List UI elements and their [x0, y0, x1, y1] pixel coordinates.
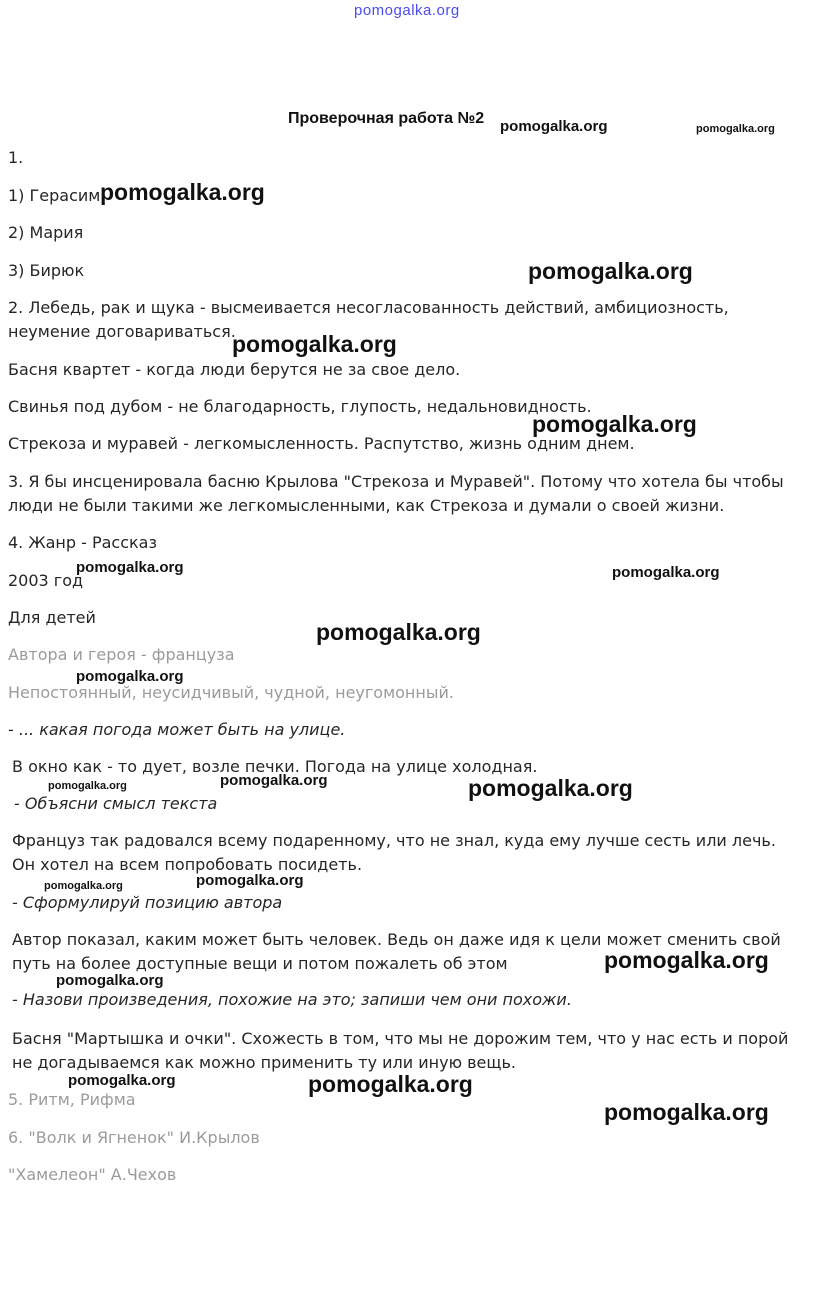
watermark: pomogalka.org	[528, 258, 693, 284]
answer-weather: В окно как - то дует, возле печки. Погода на улице холодная.	[12, 757, 538, 776]
answer-2-svinya: Свинья под дубом - не благодарность, глупость, недальновидность.	[8, 397, 592, 416]
answer-3-line-2: люди не были такими же легкомысленными, как Стрекоза и думали о своей жизни.	[8, 496, 725, 515]
answer-5: 5. Ритм, Рифма	[8, 1090, 136, 1109]
page-title: Проверочная работа №2	[288, 110, 485, 127]
top-watermark: pomogalka.org	[354, 2, 460, 19]
watermark: pomogalka.org	[56, 972, 164, 989]
watermark: pomogalka.org	[612, 564, 720, 581]
question-1-number: 1.	[8, 148, 24, 167]
answer-4-traits: Непостоянный, неусидчивый, чудной, неугомонный.	[8, 683, 454, 702]
answer-author-line-1: Автор показал, каким может быть человек. Ведь он даже идя к цели может сменить свой	[12, 930, 781, 949]
watermark: pomogalka.org	[48, 780, 127, 792]
answer-3-line-1: 3. Я бы инсценировала басню Крылова "Стрекоза и Муравей". Потому что хотела бы чтобы	[8, 472, 784, 491]
answer-similar-line-2: не догадываемся как можно применить ту или иную вещь.	[12, 1053, 516, 1072]
answer-similar-line-1: Басня "Мартышка и очки". Схожесть в том, что мы не дорожим тем, что у нас есть и порой	[12, 1029, 789, 1048]
answer-2-kvartet: Басня квартет - когда люди берутся не за свое дело.	[8, 360, 461, 379]
answer-4-audience: Для детей	[8, 608, 96, 627]
prompt-meaning: - Объясни смысл текста	[14, 794, 218, 813]
watermark: pomogalka.org	[500, 118, 608, 135]
watermark: pomogalka.org	[696, 123, 775, 135]
answer-2-line-1: 2. Лебедь, рак и щука - высмеивается несогласованность действий, амбициозность,	[8, 298, 729, 317]
answer-1-3: 3) Бирюк	[8, 261, 85, 280]
answer-meaning-line-1: Француз так радовался всему подаренному, что не знал, куда ему лучше сесть или лечь.	[12, 831, 776, 850]
prompt-similar-works: - Назови произведения, похожие на это; запиши чем они похожи.	[12, 990, 572, 1009]
watermark: pomogalka.org	[604, 947, 769, 973]
answer-author-line-2: путь на более доступные вещи и потом пожалеть об этом	[12, 954, 508, 973]
answer-1-2: 2) Мария	[8, 223, 84, 242]
watermark: pomogalka.org	[308, 1071, 473, 1097]
watermark: pomogalka.org	[232, 331, 397, 357]
watermark: pomogalka.org	[44, 880, 123, 892]
watermark: pomogalka.org	[532, 411, 697, 437]
prompt-weather: - ... какая погода может быть на улице.	[8, 720, 346, 739]
watermark: pomogalka.org	[604, 1099, 769, 1125]
answer-4-hero: Автора и героя - француза	[8, 645, 235, 664]
answer-2-strekoza: Стрекоза и муравей - легкомысленность. Распутство, жизнь одним днем.	[8, 434, 635, 453]
answer-4-genre: 4. Жанр - Рассказ	[8, 533, 157, 552]
watermark: pomogalka.org	[76, 559, 184, 576]
watermark: pomogalka.org	[100, 179, 265, 205]
answer-4-year: 2003 год	[8, 571, 84, 590]
prompt-author-position: - Сформулируй позицию автора	[12, 893, 283, 912]
watermark: pomogalka.org	[220, 772, 328, 789]
watermark: pomogalka.org	[196, 872, 304, 889]
answer-6-line-2: "Хамелеон" А.Чехов	[8, 1165, 177, 1184]
watermark: pomogalka.org	[76, 668, 184, 685]
answer-2-line-2: неумение договариваться.	[8, 322, 236, 341]
answer-6-line-1: 6. "Волк и Ягненок" И.Крылов	[8, 1128, 260, 1147]
answer-1-1: 1) Герасим	[8, 186, 101, 205]
watermark: pomogalka.org	[316, 619, 481, 645]
watermark: pomogalka.org	[468, 775, 633, 801]
watermark: pomogalka.org	[68, 1072, 176, 1089]
answer-meaning-line-2: Он хотел на всем попробовать посидеть.	[12, 855, 363, 874]
